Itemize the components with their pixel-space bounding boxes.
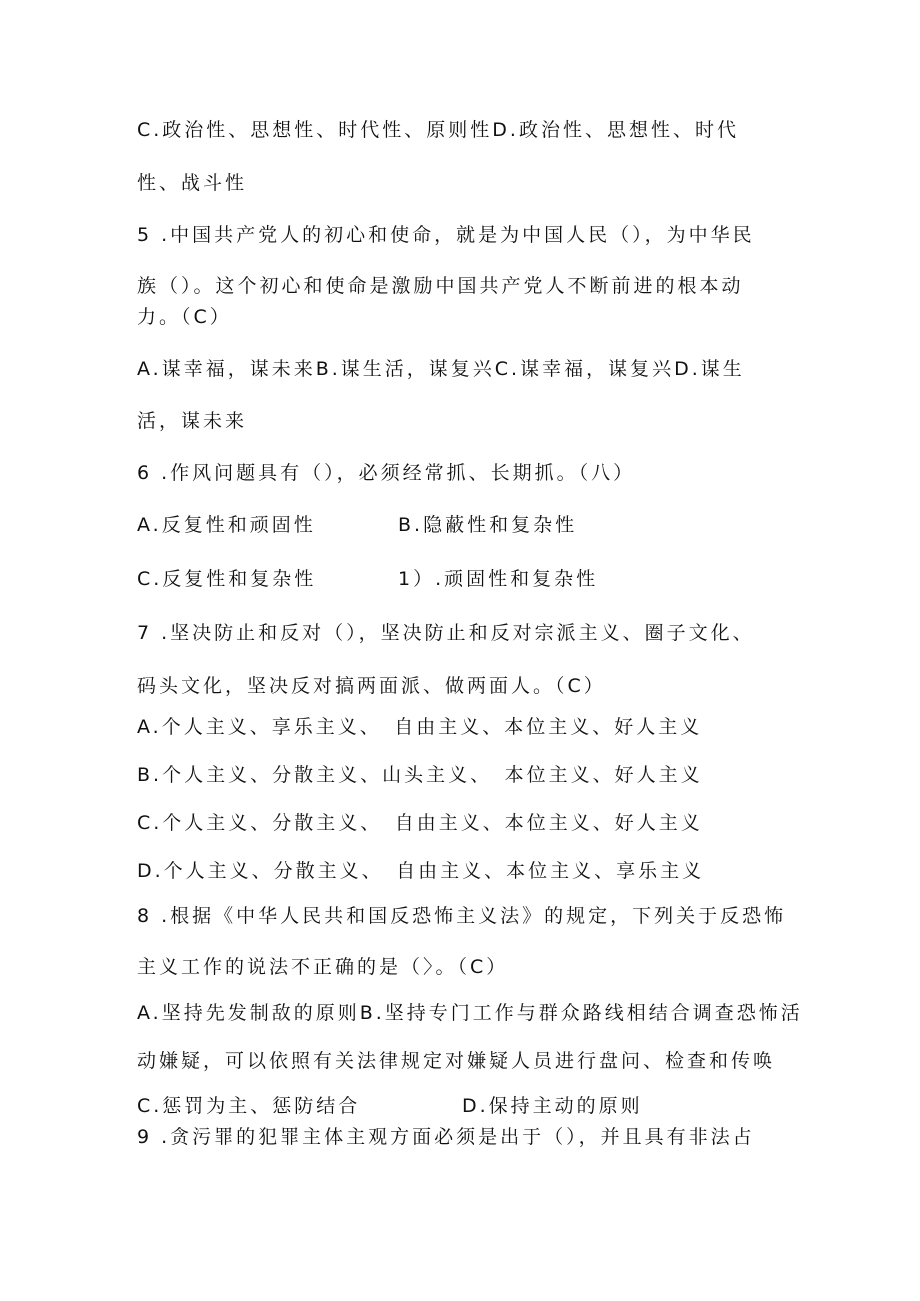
question-8-options-ab: A.坚持先发制敌的原则B.坚持专门工作与群众路线相结合调查恐怖活 — [137, 1002, 803, 1024]
question-7-option-c: C.个人主义、分散主义、 自由主义、本位主义、好人主义 — [137, 812, 703, 834]
question-6-option-c: C.反复性和复杂性 — [137, 568, 317, 590]
question-7-option-b: B.个人主义、分散主义、山头主义、 本位主义、好人主义 — [137, 764, 703, 786]
question-8-option-c: C.惩罚为主、惩防结合 — [137, 1095, 361, 1117]
question-7-line-2: 码头文化，坚决反对搞两面派、做两面人。（C） — [137, 675, 606, 697]
question-6: 6 .作风问题具有（），必须经常抓、长期抓。（八） — [137, 462, 636, 484]
question-9-line-1: 9 .贪污罪的犯罪主体主观方面必须是出于（），并且具有非法占 — [137, 1126, 755, 1148]
question-5-line-2: 族（）。这个初心和使命是激励中国共产党人不断前进的根本动 — [137, 275, 744, 297]
question-5-line-1: 5 .中国共产党人的初心和使命，就是为中国人民（），为中华民 — [137, 224, 755, 246]
question-5-options-cont: 活，谋未来 — [137, 410, 248, 432]
question-5-options: A.谋幸福，谋未来B.谋生活，谋复兴C.谋幸福，谋复兴D.谋生 — [137, 358, 745, 380]
question-8-options-cont: 动嫌疑，可以依照有关法律规定对嫌疑人员进行盘问、检查和传唤 — [137, 1050, 776, 1072]
question-6-option-b: B.隐蔽性和复杂性 — [398, 514, 578, 536]
question-8-option-d: D.保持主动的原则 — [462, 1095, 643, 1117]
question-7-line-1: 7 .坚决防止和反对（），坚决防止和反对宗派主义、圈子文化、 — [137, 622, 755, 644]
question-8-line-2: 主义工作的说法不正确的是（〉。（C） — [137, 956, 509, 978]
question-7-option-d: D.个人主义、分散主义、 自由主义、本位主义、享乐主义 — [137, 860, 705, 882]
option-line-q4-cont: 性、战斗性 — [137, 172, 248, 194]
question-5-answer: 力。（C） — [137, 306, 232, 328]
option-line-q4-cd: C.政治性、思想性、时代性、原则性D.政治性、思想性、时代 — [137, 119, 739, 141]
question-6-option-a: A.反复性和顽固性 — [137, 514, 316, 536]
question-8-line-1: 8 .根据《中华人民共和国反恐怖主义法》的规定，下列关于反恐怖 — [137, 905, 787, 927]
question-6-option-d: 1）.顽固性和复杂性 — [398, 568, 599, 590]
question-7-option-a: A.个人主义、享乐主义、 自由主义、本位主义、好人主义 — [137, 716, 703, 738]
